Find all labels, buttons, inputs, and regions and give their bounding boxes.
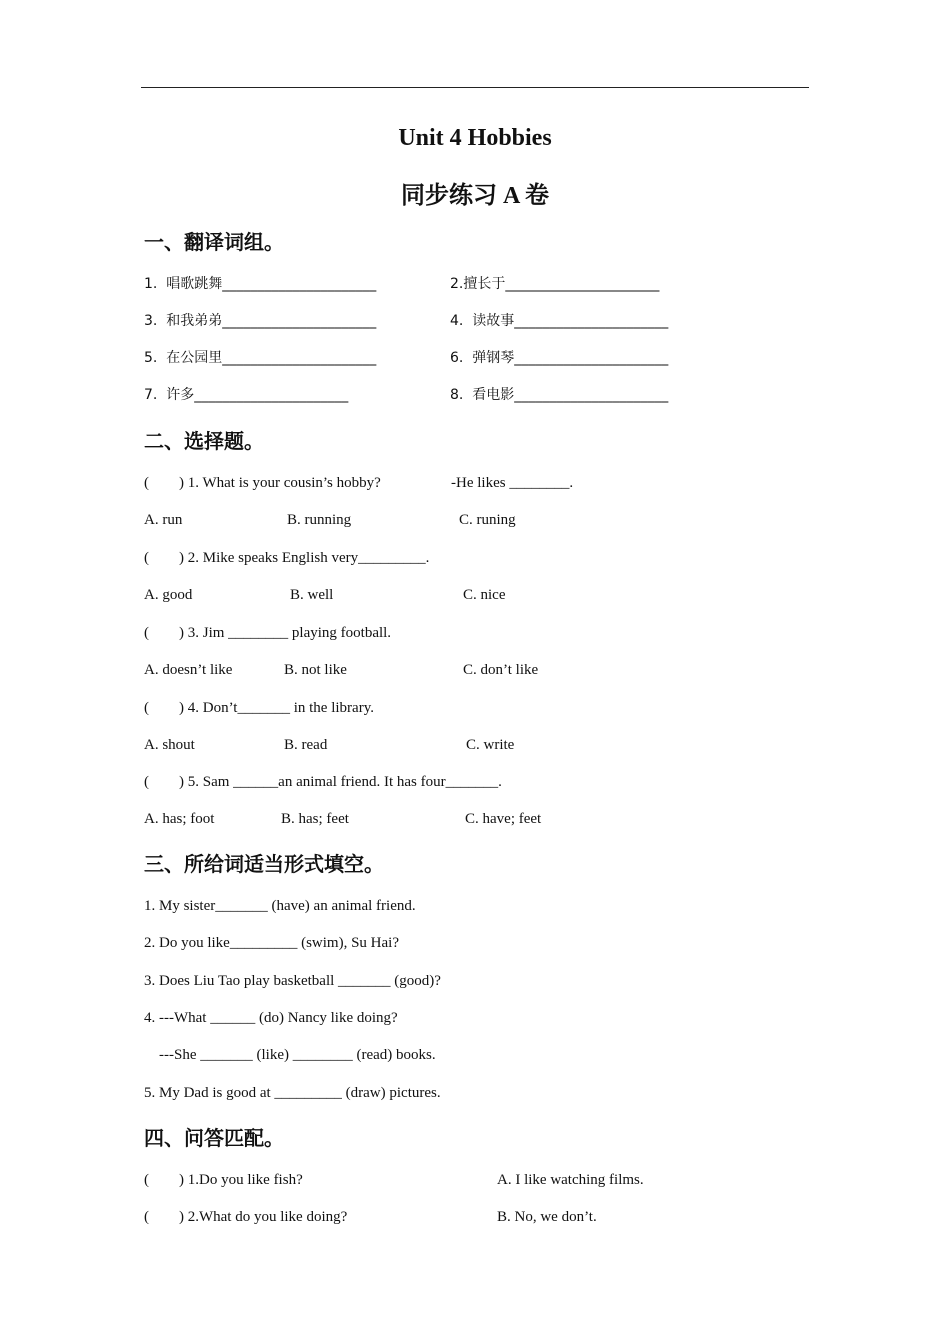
choice-option-a: A. doesn’t like	[144, 662, 233, 678]
choice-option-b: B. running	[287, 512, 352, 528]
page-title: Unit 4 Hobbies	[398, 125, 552, 151]
choice-option-b: B. not like	[284, 662, 347, 678]
section-heading-3: 三、所给词适当形式填空。	[144, 852, 384, 876]
header-rule	[141, 87, 809, 88]
choice-option-a: A. run	[144, 512, 183, 528]
choice-question: ( ) 5. Sam ______an animal friend. It has four_______.	[144, 774, 502, 790]
match-answer: A. I like watching films.	[497, 1172, 644, 1188]
match-answer: B. No, we don’t.	[497, 1209, 597, 1225]
choice-question: ( ) 4. Don’t_______ in the library.	[144, 700, 374, 716]
translate-item: 7. 许多______________________	[144, 387, 349, 403]
choice-option-c: C. write	[466, 737, 515, 753]
fill-item: 5. My Dad is good at _________ (draw) pictures.	[144, 1085, 441, 1101]
choice-question: ( ) 2. Mike speaks English very_________.	[144, 550, 430, 566]
translate-item: 3. 和我弟弟______________________	[144, 313, 377, 329]
choice-option-c: C. runing	[459, 512, 516, 528]
match-question: ( ) 2.What do you like doing?	[144, 1209, 348, 1225]
translate-item: 2.擅长于______________________	[450, 276, 660, 292]
choice-option-a: A. shout	[144, 737, 195, 753]
choice-option-b: B. has; feet	[281, 811, 349, 827]
choice-question: ( ) 1. What is your cousin’s hobby?	[144, 475, 381, 491]
fill-item: 4. ---What ______ (do) Nancy like doing?	[144, 1010, 398, 1026]
match-question: ( ) 1.Do you like fish?	[144, 1172, 303, 1188]
fill-item: 3. Does Liu Tao play basketball _______ (good)?	[144, 973, 441, 989]
fill-item: 1. My sister_______ (have) an animal friend.	[144, 898, 416, 914]
translate-item: 5. 在公园里______________________	[144, 350, 377, 366]
choice-option-b: B. read	[284, 737, 328, 753]
section-heading-1: 一、翻译词组。	[144, 230, 284, 254]
translate-item: 8. 看电影______________________	[450, 387, 669, 403]
fill-item: 2. Do you like_________ (swim), Su Hai?	[144, 935, 399, 951]
section-heading-4: 四、问答匹配。	[144, 1126, 284, 1150]
choice-option-c: C. don’t like	[463, 662, 539, 678]
fill-item: ---She _______ (like) ________ (read) books.	[144, 1047, 436, 1063]
choice-option-b: B. well	[290, 587, 334, 603]
choice-option-c: C. nice	[463, 587, 506, 603]
choice-question: ( ) 3. Jim ________ playing football.	[144, 625, 392, 641]
choice-option-c: C. have; feet	[465, 811, 542, 827]
choice-option-a: A. has; foot	[144, 811, 215, 827]
choice-option-a: A. good	[144, 587, 193, 603]
translate-item: 1. 唱歌跳舞______________________	[144, 276, 377, 292]
translate-item: 6. 弹钢琴______________________	[450, 350, 669, 366]
translate-item: 4. 读故事______________________	[450, 313, 669, 329]
section-heading-2: 二、选择题。	[144, 429, 264, 453]
choice-question-answer: -He likes ________.	[451, 475, 574, 491]
page-subtitle: 同步练习 A 卷	[400, 183, 549, 209]
